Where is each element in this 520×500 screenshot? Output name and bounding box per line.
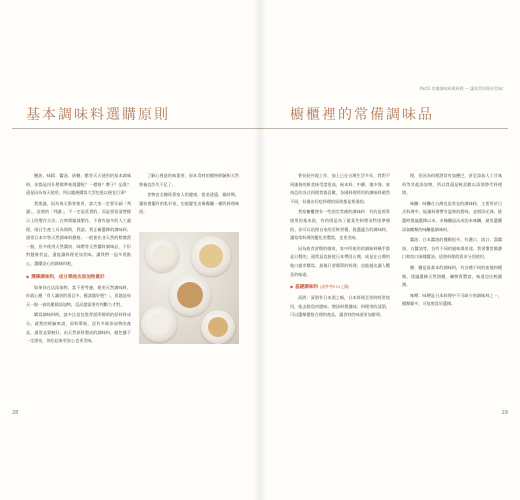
- title-rule: [260, 128, 508, 129]
- miso-fill: [177, 282, 203, 308]
- paragraph: 了解心裡最的味重要，原本食材的價格經驗和天然營養也許失不足了。: [139, 173, 239, 187]
- triangle-bullet-icon: ◆: [290, 284, 294, 290]
- paragraph: 我家櫥櫃裡有一些固定常備的調味料：有的是經常使用的基本款，有的則是為了做某些料理而特別準備的。你可以依照自家的烹飪習慣，挑選適合的調味料，讓家常料理的變化更豐富，也更美味。: [290, 209, 390, 241]
- running-head: Part2 常備調味料與料理 — 讓家常料理更美味！: [419, 86, 506, 91]
- paragraph: 醬油：日本醬油的種類很多，有濃口、淡口、溜醬油、白醬油等，各有不同的風味與用途。我習慣常備濃口和淡口兩種醬油，依照料理的需求分別使用。: [402, 237, 502, 260]
- paragraph: 味噌：味噌是日本料理中不可缺少的調味料之一，種類繁多，可依照喜好選擇。: [402, 292, 502, 307]
- text-column-2: [139, 172, 239, 217]
- paragraph: 購買調味料時，請多注意包裝背面所標明的原材料成分。就我的經驗來說，原料單純、沒有多餘添加物的產品，通常品質較好。由天然原料製成的調味料，顏色雖不一定漂亮，但吃起來更安心也更美味。: [26, 312, 131, 344]
- sugar-fill: [199, 244, 223, 268]
- triangle-bullet-icon: ◆: [26, 273, 30, 279]
- text-column-2: [402, 172, 502, 309]
- page-title: 基本調味料選購原則: [26, 107, 170, 123]
- paragraph: 味醂：味醂在台灣也是常見的調味料，主要用於日式料理中，能讓料理帶有溫和的甜味，並增添光澤。挑選時建議選擇以米、米麴釀造而成的本味醂，避免選購添加糖類的味醂風調味料。: [402, 200, 502, 232]
- paragraph: 我建議，因為每天都要使用，請大家一定要仔細「判讀」，這裡的「判讀」，不一定是延貴的，而是要看清楚標示上的製作方法。在時間縮減製作，不會有過多的人工處理，兩日生產工具為與時，我請，我正確選擇的調味料。通常日本市售天然調味料價格，一般會比非天然的稍微貴一點，但多使用天然醬油、味噌等天然醬料調味品，不但對健康有益，還能讓料理更加美味。讓我們一起多用點心，選購安心的調味料吧。: [26, 200, 131, 266]
- grain-fill: [208, 317, 228, 337]
- paragraph: 食物安全關係著家人的健康，從老爸還、親時期，讓家裡擺有的私好家，也能變化出像餐廳一樣的料理味道。: [139, 192, 239, 215]
- right-page: [260, 0, 520, 500]
- book-gutter: [254, 0, 266, 500]
- paragraph: 因為飲食習慣的緣故，家中所使用的調味料幾乎都是日製的，通常是直接從日本帶回台灣，或是在台灣的進口超市購買。最後只要簡單的料理，也能做出讓人驚喜的味道。: [290, 245, 390, 277]
- page-number: 29: [501, 410, 508, 416]
- section-subhead: ◆ 選擇調味料，成分單純去添加物最好: [26, 273, 105, 280]
- flour-fill: [148, 313, 170, 335]
- salt-fill: [152, 245, 172, 265]
- paragraph: 清酒：清酒有日本酒之稱，日本料理烹煮時經常使用，能去除魚肉腥味、增添料理風味。料理用的清酒，可以選擇價格合理的產品，讓食材的味道更加鮮明。: [290, 295, 390, 318]
- paragraph: 曾長駐外地工作，加上已在台灣生活多年，我對不同風格的飲食接受度很高，極本料、中藥、地中海、東南亞的各式料理我都喜歡，各國料理所用的調味料截然不同，但做出好吃料理的原則都是相通的。: [290, 173, 390, 204]
- page-number: 28: [12, 410, 19, 416]
- page-title: 櫥櫃裡的常備調味品: [290, 107, 434, 123]
- paragraph: 如果你在店添加物，當不要考慮，使用天然調味料，你就心應「有人識別的項目多，應該越好吧？」，但越是每天一點一滴的累積添加物，反而越需要有判斷力才對。: [26, 284, 131, 307]
- seasonings-photo: [139, 232, 239, 344]
- paragraph: 鹽：鹽是最基本的調味料，有各種不同的產地和種類，建議選擇天然海鹽，礦物質豐富，味道也比較圓潤。: [402, 264, 502, 288]
- section-subhead: ◆ 基礎調味料 (請參考P.31上圖): [290, 284, 350, 291]
- paragraph: 理，但因為料理酒常有加鹽巴，甚至添加人工甘味料等其他添加物，所以我還是較喜歡以清酒替代料理酒。: [402, 173, 502, 196]
- title-rule: [12, 128, 260, 129]
- text-column-1: [26, 172, 131, 346]
- paragraph: 鹽油、味精、醬油、砂糖、醋等天天使用的基本調味料，你都是用什麼標準來挑選呢？一價格？牌子？品質？還是因為每天使用，所以隨便購買大型包裝以便宜行事？: [26, 173, 131, 196]
- text-column-1: [290, 172, 390, 320]
